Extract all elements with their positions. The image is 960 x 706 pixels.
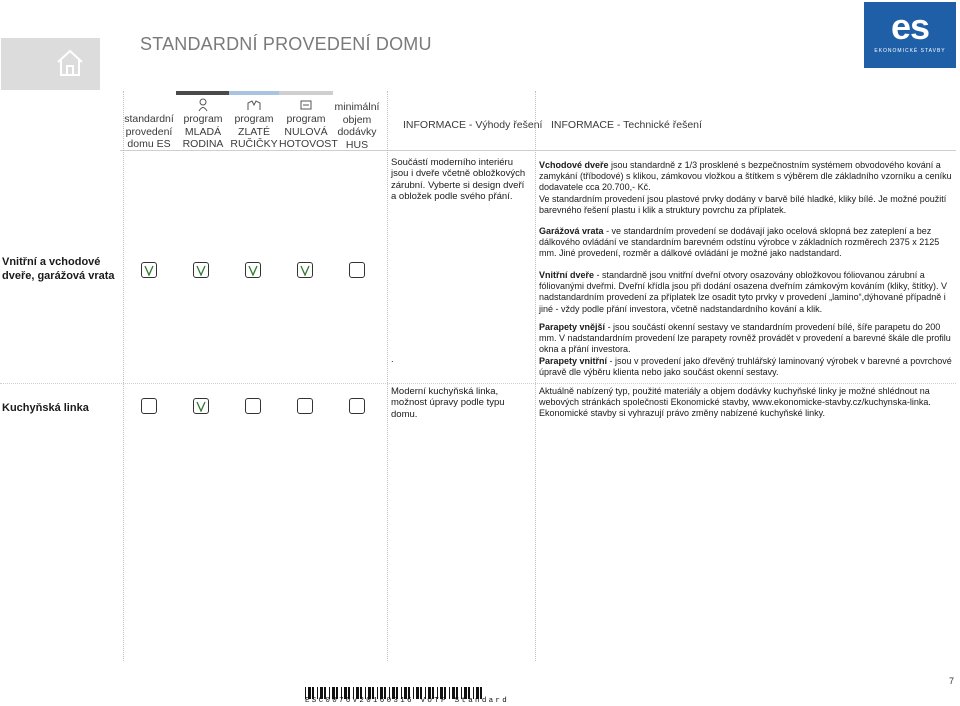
column-label: program ZLATÉ RUČIČKY xyxy=(230,113,278,150)
column-label: program MLADÁ RODINA xyxy=(182,113,224,150)
column-divider xyxy=(535,91,536,661)
check-icon xyxy=(247,264,259,276)
home-button[interactable] xyxy=(1,38,100,90)
checkbox-hus-doors xyxy=(349,262,365,278)
info-technical-header: INFORMACE - Technické řešení xyxy=(551,119,702,131)
column-divider xyxy=(387,91,388,661)
technical-garage-block xyxy=(539,226,955,260)
column-label: standardní provedení domu ES xyxy=(124,113,174,150)
checkbox-zlate-rucicky-kitchen xyxy=(245,398,261,414)
column-label: program NULOVÁ HOTOVOST xyxy=(279,113,338,150)
logo-subtext: EKONOMICKÉ STAVBY xyxy=(874,48,946,54)
garage-text: - ve standardním provedení se dodávají jako ocelová sklopná bez zateplení a bez dálkového ovládání ve standardním barevném odstínu výrobce v základních rozměrech 2375 x 2125 mm. Jiné provedení, rozměr a dálkové ovládání je možné jako nadstandard. xyxy=(539,226,940,259)
barcode-text: ESC0076V20160316 VOTP Standard xyxy=(305,697,510,705)
company-logo xyxy=(864,2,956,68)
checkbox-hus-kitchen xyxy=(349,398,365,414)
technical-doors-block xyxy=(539,160,955,216)
home-icon xyxy=(55,48,85,78)
technical-kitchen-block: Aktuálně nabízený typ, použité materiály a objem dodávky kuchyňské linky je možné shlédnout na webových stránkách společnosti Ekonomické stavby, www.ekonomicke-stavby.cz/kuchynska-linka. Ekonomické stavby si vyhrazují právo změny nabízené kuchyňské linky. xyxy=(539,386,931,419)
header-divider xyxy=(120,150,956,151)
checkbox-nulova-hotovost-doors xyxy=(297,262,313,278)
checkbox-standard-kitchen xyxy=(141,398,157,414)
technical-inner-doors-block xyxy=(539,270,955,315)
column-header-zlate-rucicky xyxy=(229,91,279,149)
row-label-kitchen: Kuchyňská linka xyxy=(2,402,89,414)
sill-inner-text: - jsou v provedení jako dřevěný truhlářský laminovaný výrobek v barevné a povrchové úpravě dle výběru klienta nebo jako součást okenní sestavy. xyxy=(539,355,952,377)
benefit-text-kitchen: Moderní kuchyňská linka, možnost úpravy podle typu domu. xyxy=(391,386,505,420)
check-icon xyxy=(195,400,207,412)
check-icon xyxy=(143,264,155,276)
row-divider xyxy=(0,383,956,384)
checkbox-zlate-rucicky-doors xyxy=(245,262,261,278)
sill-inner-title: Parapety vnitřní xyxy=(539,355,608,366)
sill-outer-text: - jsou součástí okenní sestavy ve standardním provedení bílé, šíře parapetu do 200 mm. V nadstandardním provedení lze parapety rovněž provádět v provedení a barevné škále dle profilu okna a přání investora. xyxy=(539,322,951,355)
doors-text-2: Ve standardním provedení jsou plastové prvky dodány v barvě bílé hladké, kliky bílé. Je možné použití barevného řešení plastu i klik a struktury povrchu za příplatek. xyxy=(539,193,947,215)
column-header-nulova-hotovost xyxy=(279,91,338,150)
page-title: STANDARDNÍ PROVEDENÍ DOMU xyxy=(140,34,432,54)
column-header-hus xyxy=(333,91,381,149)
sill-outer-title: Parapety vnější xyxy=(539,322,606,332)
page-number: 7 xyxy=(949,676,955,686)
benefit-text-dot: . xyxy=(391,354,394,365)
column-header-mlada-rodina xyxy=(176,91,230,149)
inner-doors-title: Vnitřní dveře xyxy=(539,270,595,280)
checkbox-mlada-rodina-kitchen xyxy=(193,398,209,414)
info-benefits-header: INFORMACE - Výhody řešení xyxy=(403,119,543,131)
column-header-standard xyxy=(122,91,176,149)
benefit-text-doors: Součástí moderního interiéru jsou i dveře včetně obložkových zárubní. Vyberte si design dveří a obložek podle svého přání. xyxy=(391,157,526,203)
doors-title: Vchodové dveře xyxy=(539,160,609,170)
baby-icon xyxy=(196,98,210,112)
garage-title: Garážová vrata xyxy=(539,226,604,236)
row-label-doors: Vnitřní a vchodové dveře, garážová vrata xyxy=(2,256,115,282)
inner-doors-text: - standardně jsou vnitřní dveřní otvory osazovány obložkovou fóliovanou zárubní a fóliovanými dveřmi. Dveřní křídla jsou při dodání osazena dveřním zámkovým kováním (kliky, štítky). V nadstandardním provedení za příplatek lze osadit tyto prvky v provedení „lamino“,dýhované případně i jiné - vždy podle přání investora, včetně nadstandardního kování a klik. xyxy=(539,270,947,314)
checkbox-standard-doors xyxy=(141,262,157,278)
logo-mark: es xyxy=(890,6,930,47)
check-icon xyxy=(299,264,311,276)
technical-sill-outer-block xyxy=(539,322,955,378)
coins-icon xyxy=(299,98,313,112)
column-label: minimální objem dodávky HUS xyxy=(334,101,380,151)
checkbox-nulova-hotovost-kitchen xyxy=(297,398,313,414)
checkbox-mlada-rodina-doors xyxy=(193,262,209,278)
check-icon xyxy=(195,264,207,276)
doors-text: jsou standardně z 1/3 prosklené s bezpečnostním systémem obvodového kování a zamykání (tříbodové) s klikou, zámkovou vložkou a štítkem s výběrem dle základního vzorníku a ceníku dodavatele cca 20.700,- Kč. xyxy=(539,160,952,193)
hands-icon xyxy=(246,98,262,112)
column-divider xyxy=(123,91,124,661)
